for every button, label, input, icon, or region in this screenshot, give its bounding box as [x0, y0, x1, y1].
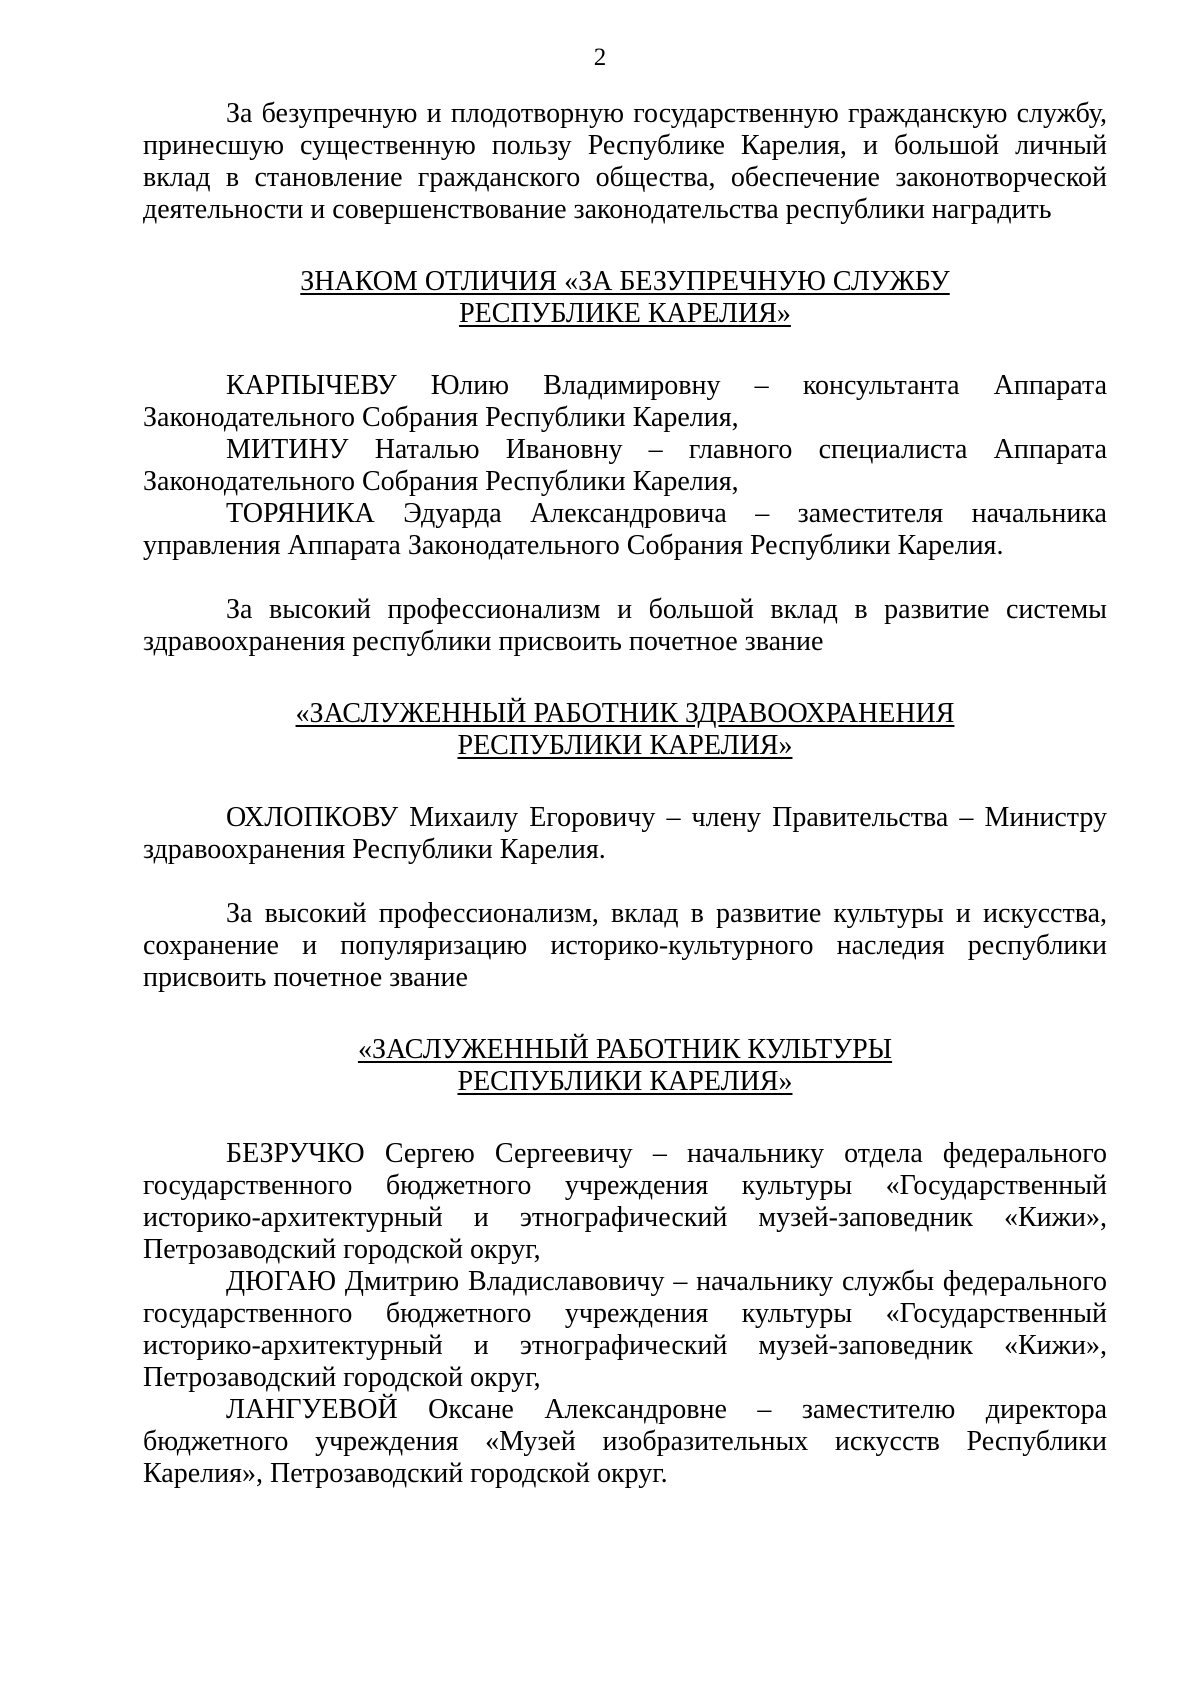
awardee-entry: КАРПЫЧЕВУ Юлию Владимировну – консультанта Аппарата Законодательного Собрания Республики Карелия,	[143, 370, 1107, 433]
award-heading-3	[143, 1034, 1107, 1098]
awardee-entry: МИТИНУ Наталью Ивановну – главного специалиста Аппарата Законодательного Собрания Республики Карелия,	[143, 434, 1107, 497]
intro-paragraph-2: За высокий профессионализм и большой вклад в развитие системы здравоохранения республики присвоить почетное звание	[143, 594, 1107, 657]
page-number: 2	[593, 44, 607, 71]
award-heading-1	[143, 266, 1107, 330]
award-heading-1-line-1: ЗНАКОМ ОТЛИЧИЯ «ЗА БЕЗУПРЕЧНУЮ СЛУЖБУ	[300, 266, 950, 297]
awardee-entry: ОХЛОПКОВУ Михаилу Егоровичу – члену Правительства – Министру здравоохранения Республики Карелия.	[143, 802, 1107, 865]
intro-paragraph-1: За безупречную и плодотворную государственную гражданскую службу, принесшую существенную пользу Республике Карелия, и большой личный вклад в становление гражданского общества, обеспечение законотворческой деятельности и совершенствование законодательства республики наградить	[143, 98, 1107, 225]
award-heading-1-line-2: РЕСПУБЛИКЕ КАРЕЛИЯ»	[459, 298, 791, 329]
intro-paragraph-3: За высокий профессионализм, вклад в развитие культуры и искусства, сохранение и популяризацию историко-культурного наследия республики присвоить почетное звание	[143, 898, 1107, 993]
award-heading-2-line-1: «ЗАСЛУЖЕННЫЙ РАБОТНИК ЗДРАВООХРАНЕНИЯ	[295, 698, 955, 729]
document-body	[143, 98, 1107, 1490]
award-heading-2	[143, 698, 1107, 762]
award-heading-3-line-2: РЕСПУБЛИКИ КАРЕЛИЯ»	[457, 1066, 793, 1097]
award-heading-3-line-1: «ЗАСЛУЖЕННЫЙ РАБОТНИК КУЛЬТУРЫ	[357, 1034, 893, 1065]
awardee-entry: ДЮГАЮ Дмитрию Владиславовичу – начальнику службы федерального государственного бюджетного учреждения культуры «Государственный историко-архитектурный и этнографический музей-заповедник «Кижи», Петрозаводский городской округ,	[143, 1266, 1107, 1393]
awardee-entry: ТОРЯНИКА Эдуарда Александровича – заместителя начальника управления Аппарата Законодательного Собрания Республики Карелия.	[143, 498, 1107, 561]
awardee-entry: ЛАНГУЕВОЙ Оксане Александровне – заместителю директора бюджетного учреждения «Музей изобразительных искусств Республики Карелия», Петрозаводский городской округ.	[143, 1394, 1107, 1489]
awardee-entry: БЕЗРУЧКО Сергею Сергеевичу – начальнику отдела федерального государственного бюджетного учреждения культуры «Государственный историко-архитектурный и этнографический музей-заповедник «Кижи», Петрозаводский городской округ,	[143, 1138, 1107, 1265]
award-heading-2-line-2: РЕСПУБЛИКИ КАРЕЛИЯ»	[457, 730, 793, 761]
